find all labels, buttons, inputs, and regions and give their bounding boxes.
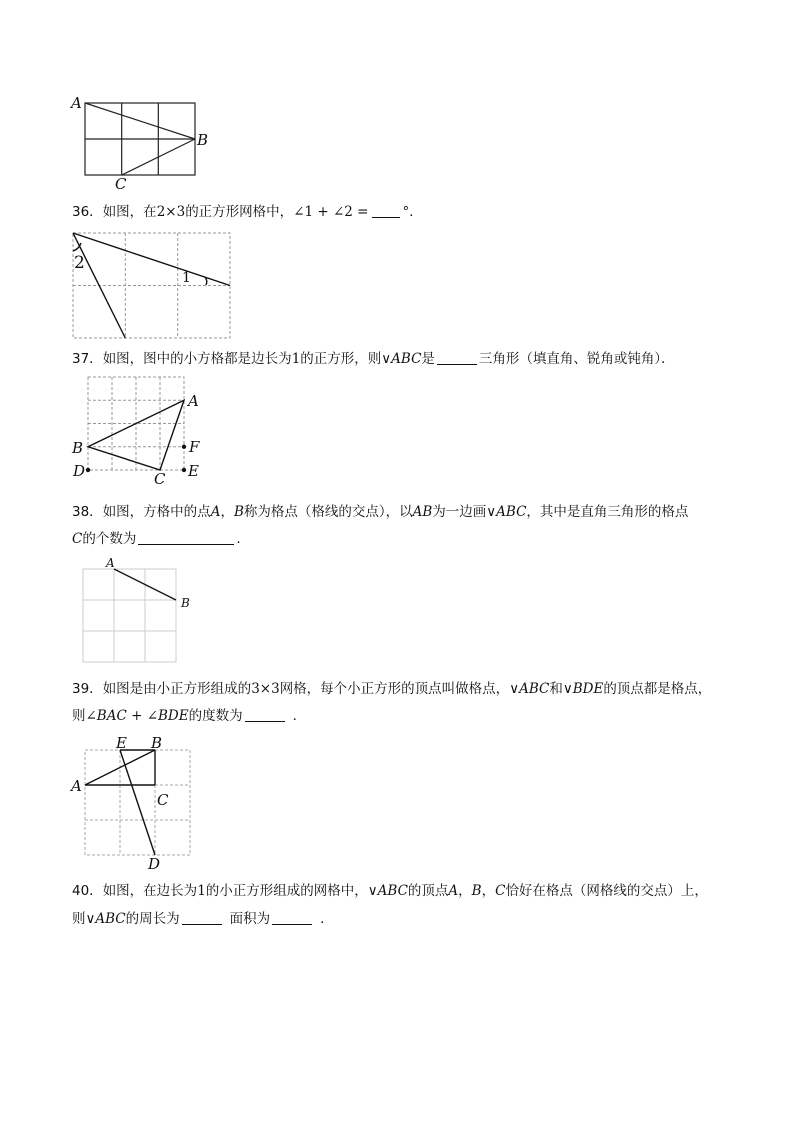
question-text: 网格，每个小正方形的顶点叫做格点， [279,681,510,697]
label-a: A [106,556,115,570]
question-text: 的正方形，则 [300,351,382,367]
question-text: 如图，在边长为 [102,883,198,899]
label-a: A [71,777,82,795]
question-text: 的小正方形组成的网格中， [205,883,368,899]
label-f: F [189,438,200,456]
point-b: B [233,504,244,520]
end-mark: ． [320,911,334,927]
question-number: 36． [72,204,103,220]
triangle-abc: ∨ABC [509,681,550,697]
label-e: E [188,462,199,480]
question-38 [72,499,732,553]
triangle-abc: ∨ABC [367,883,408,899]
end-mark: . [236,531,241,547]
question-number: 39． [72,681,103,697]
question-text: 是 [421,351,435,367]
figure-q37 [68,372,218,488]
figure-q35 [60,88,220,198]
question-40 [72,877,732,933]
grid-size: 2×3 [156,204,186,220]
question-text: 的正方形网格中， [185,204,294,220]
question-number: 40． [72,883,103,899]
answer-blank[interactable] [372,203,400,218]
question-39 [72,676,732,730]
grid-size: 3×3 [251,681,280,697]
point-a: A [448,883,459,899]
label-b: B [181,596,190,610]
unit-length: 1 [197,883,206,899]
question-text: 如图，在 [102,204,157,220]
answer-blank[interactable] [138,530,234,545]
label-a: A [71,94,82,112]
end-mark: ． [292,708,307,724]
triangle-abc: ∨ABC [85,911,126,927]
question-text: 为一边画 [432,504,487,520]
question-text: 三角形（填直角、锐角或钝角）． [478,351,675,367]
angle-expression: ∠BAC + ∠BDE [85,708,189,724]
question-text: 和 [549,681,563,697]
triangle-abc: ∨ABC [381,351,422,367]
point-c: C [495,883,506,899]
label-d: D [73,462,86,480]
question-37 [72,346,732,372]
label-c: C [157,791,169,809]
question-text: 则 [72,708,86,724]
question-text: 如图，图中的小方格都是边长为 [102,351,292,367]
separator: ， [481,883,496,899]
point-a: A [210,504,221,520]
label-a: A [188,392,199,410]
label-d: D [148,855,161,873]
label-b: B [151,734,163,752]
triangle-bde: ∨BDE [562,681,604,697]
figure-q38 [78,557,198,667]
question-text: 面积为 [229,911,271,927]
answer-blank[interactable] [437,350,477,365]
perimeter-blank[interactable] [182,910,222,925]
question-text: 则 [72,911,86,927]
segment-ab: AB [412,504,433,520]
angle-label-1: 1 [182,270,191,286]
angle-expression: ∠1 + ∠2 = [293,204,369,220]
angle-label-2: 2 [74,253,85,273]
triangle-abc: ∨ABC [486,504,527,520]
separator: ， [220,504,234,520]
question-text: 称为格点（格线的交点），以 [243,504,413,520]
question-number: 37． [72,351,103,367]
degree-unit: °． [402,204,423,220]
label-c: C [154,470,166,488]
question-text: 恰好在格点（网格线的交点）上， [505,883,708,899]
point-b: B [471,883,482,899]
question-text: ，其中是直角三角形的格点 [526,504,689,520]
label-e: E [116,734,127,752]
point-c: C [72,531,83,547]
answer-blank[interactable] [245,707,285,722]
question-text: 的顶点 [407,883,449,899]
label-c: C [115,175,127,193]
unit-length: 1 [291,351,301,367]
question-text: 的度数为 [188,708,243,724]
figure-q36 [70,229,235,341]
area-blank[interactable] [272,910,312,925]
question-36 [72,199,732,225]
label-b: B [72,439,84,457]
question-text: 的顶点都是格点， [603,681,712,697]
question-number: 38． [72,504,103,520]
figure-q39 [68,730,208,873]
separator: ， [458,883,472,899]
question-text: 的周长为 [125,911,180,927]
label-b: B [197,131,209,149]
question-text: 如图是由小正方形组成的 [102,681,252,697]
question-text: 如图，方格中的点 [102,504,211,520]
question-text: 的个数为 [82,531,137,547]
